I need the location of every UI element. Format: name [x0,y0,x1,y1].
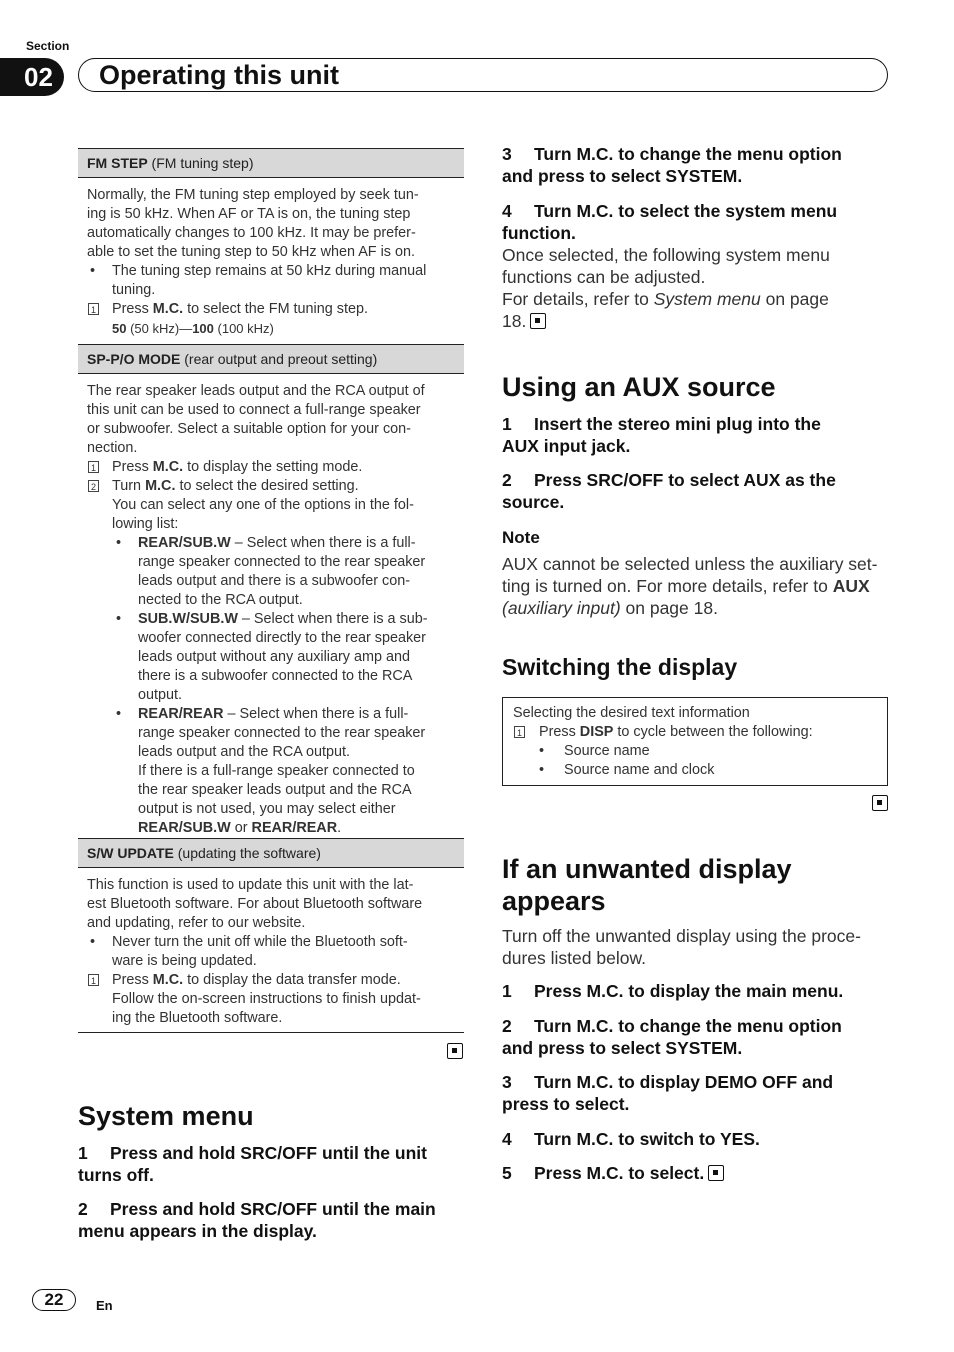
ref-page-line [502,310,888,332]
display-step-1 [513,723,877,742]
step-text: menu appears in the display. [78,1221,317,1241]
spo-text-line: The rear speaker leads output and the RCA output of [87,383,425,399]
fm-step-text-line: ing is 50 kHz. When AF or TA is on, the tuning step [87,206,411,222]
spo-option-line: the rear speaker leads output and the RCA [138,782,412,798]
option-desc: (100 kHz) [213,321,274,336]
step-text: Press M.C. to select. [534,1163,705,1183]
fm-step-bullet-cont: tuning. [112,282,156,298]
sw-text-line: and updating, refer to our website. [87,915,306,931]
instruction-text: Turn [112,478,146,494]
switching-display-title: Switching the display [502,654,738,680]
ref-text: on page [760,289,829,309]
box-title: Selecting the desired text information [513,705,750,721]
step-text: Turn M.C. to display DEMO OFF and [534,1072,834,1092]
title-line: appears [502,886,606,916]
system-menu-step-1 [78,1142,464,1186]
spo-step-2 [87,477,455,496]
spo-text-line: or subwoofer. Select a suitable option for your con- [87,421,411,437]
instruction-text: to select the FM tuning step. [183,301,368,317]
sw-bullet-cont: ware is being updated. [112,953,257,969]
note-text: on page 18. [620,598,718,618]
note-line: AUX cannot be selected unless the auxiliary set- [502,554,878,574]
step-number-box: 1 [88,974,99,986]
unwanted-step-3 [502,1071,888,1115]
option-name: REAR/SUB.W [138,820,231,836]
instruction-text: Press [112,972,153,988]
spo-mode-name: SP-P/O MODE [87,351,181,367]
section-number-badge: 02 [0,58,64,96]
step-number-box: 1 [88,303,99,315]
option-name: REAR/REAR [138,706,224,722]
spo-step-1 [87,458,455,477]
spo-step-2-sub: You can select any one of the options in the fol- [112,497,414,513]
sw-step-sub: Follow the on-screen instructions to finish updat- [112,991,421,1007]
unwanted-display-title [502,853,792,917]
fm-step-name: FM STEP [87,155,148,171]
note-link[interactable]: (auxiliary input) [502,598,621,618]
step-text: turns off. [78,1165,154,1185]
sw-text-line: This function is used to update this unit with the lat- [87,877,414,893]
note-line [502,597,888,619]
spo-text-line: this unit can be used to connect a full-range speaker [87,402,421,418]
spo-mode-desc: (rear output and preout setting) [180,351,378,367]
ref-link[interactable]: System menu [653,289,761,309]
system-menu-body [502,244,888,332]
step-number: 3 [502,144,512,164]
step-text: Turn M.C. to change the menu option [534,144,842,164]
option-desc: – Select when there is a full- [223,706,409,722]
option-desc: or [230,820,252,836]
step-text: Press SRC/OFF to select AUX as the [534,470,836,490]
option-desc: – Select when there is a sub- [237,611,428,627]
fm-step-desc: (FM tuning step) [147,155,254,171]
mc-control-name: M.C. [152,972,184,988]
step-number-box: 1 [514,726,525,738]
spo-mode-heading [78,344,464,374]
end-mark-icon [447,1043,463,1059]
step-number: 2 [502,1016,512,1036]
page-number: 22 [32,1289,76,1311]
step-number: 5 [502,1163,512,1183]
section-label: Section [26,39,70,53]
option-name: REAR/SUB.W [138,535,231,551]
fm-step-options [87,319,455,338]
spo-option-line: nected to the RCA output. [138,592,303,608]
display-option: • Source name and clock [513,761,877,780]
unwanted-step-1 [502,980,888,1002]
step-number: 4 [502,1129,512,1149]
step-text: Turn M.C. to select the system menu [534,201,838,221]
spo-option-subw-subw [87,610,455,629]
option-50: 50 [112,321,127,336]
fm-step-text-line: able to set the tuning step to 50 kHz when AF is on. [87,244,415,260]
aux-title: Using an AUX source [502,372,776,402]
aux-note-body [502,553,888,619]
spo-option-line: output. [138,687,183,703]
body-line: Turn off the unwanted display using the proce- [502,926,861,946]
disp-control-name: DISP [579,724,614,740]
spo-option-line: woofer connected directly to the rear speaker [138,630,426,646]
step-text: press to select. [502,1094,630,1114]
step-number: 2 [502,470,512,490]
step-number: 1 [78,1143,88,1163]
spo-option-line: range speaker connected to the rear speaker [138,725,426,741]
step-number: 3 [502,1072,512,1092]
table-bottom-rule [78,1032,464,1033]
step-number: 4 [502,201,512,221]
mc-control-name: M.C. [145,478,176,494]
note-line [502,575,888,597]
sw-bullet: • Never turn the unit off while the Bluetooth soft- [87,933,455,952]
instruction-text: to display the setting mode. [183,459,363,475]
option-name: SUB.W/SUB.W [138,611,238,627]
fm-step-body [78,186,464,338]
system-menu-step-2 [78,1198,464,1242]
instruction-text: Press [112,301,153,317]
step-number-box: 1 [88,461,99,473]
display-info-box [502,697,888,786]
spo-step-2-sub: lowing list: [112,516,179,532]
aux-step-2 [502,469,888,513]
spo-option-rear-subw [87,534,455,553]
option-desc: . [337,820,342,836]
end-mark-icon [530,313,546,329]
note-bold: AUX [832,576,870,596]
fm-step-heading [78,148,464,178]
body-line: functions can be adjusted. [502,267,706,287]
spo-option-line: range speaker connected to the rear speaker [138,554,426,570]
body-line: dures listed below. [502,948,646,968]
unwanted-step-2 [502,1015,888,1059]
cross-reference [502,288,888,310]
sw-update-body [78,876,464,1028]
end-mark-icon [872,795,888,811]
option-name: REAR/REAR [251,820,338,836]
fm-step-text-line: automatically changes to 100 kHz. It may be prefer- [87,225,416,241]
option-100: 100 [192,321,214,336]
step-text: Press and hold SRC/OFF until the main [110,1199,436,1219]
spo-option-line: there is a subwoofer connected to the RCA [138,668,413,684]
system-menu-step-3 [502,143,888,187]
step-text: Press M.C. to display the main menu. [534,981,844,1001]
sw-step-1 [87,971,455,990]
sw-update-heading [78,838,464,868]
mc-control-name: M.C. [152,301,184,317]
spo-option-line: leads output and there is a subwoofer con- [138,573,410,589]
step-number-box: 2 [88,480,99,492]
spo-option-line: leads output without any auxiliary amp and [138,649,410,665]
sw-update-desc: (updating the software) [173,845,321,861]
body-line: Once selected, the following system menu [502,245,830,265]
instruction-text: to display the data transfer mode. [183,972,401,988]
step-text: Insert the stereo mini plug into the [534,414,821,434]
display-option: • Source name [513,742,877,761]
step-text: and press to select SYSTEM. [502,166,743,186]
language-code: En [96,1298,113,1313]
sw-text-line: est Bluetooth software. For about Bluetooth software [87,896,423,912]
title-line: If an unwanted display [502,854,792,884]
chapter-title: Operating this unit [99,60,339,90]
sw-update-name: S/W UPDATE [87,845,174,861]
instruction-text: Press [112,459,153,475]
step-text: Turn M.C. to switch to YES. [534,1129,760,1149]
step-text: Press and hold SRC/OFF until the unit [110,1143,427,1163]
spo-option-line: leads output and the RCA output. [138,744,351,760]
step-text: AUX input jack. [502,436,631,456]
fm-step-bullet: • The tuning step remains at 50 kHz during manual [87,262,455,281]
option-desc: – Select when there is a full- [230,535,416,551]
system-menu-title: System menu [78,1101,254,1131]
option-desc: (50 kHz)— [126,321,193,336]
aux-step-1 [502,413,888,457]
ref-page: 18. [502,311,527,331]
step-number: 1 [502,981,512,1001]
step-number: 2 [78,1199,88,1219]
unwanted-step-5 [502,1162,888,1184]
unwanted-step-4 [502,1128,888,1150]
system-menu-step-4 [502,200,888,244]
end-mark-icon [708,1165,724,1181]
note-text: ting is turned on. For more details, refer to [502,576,833,596]
step-text: and press to select SYSTEM. [502,1038,743,1058]
instruction-text: to cycle between the following: [613,724,813,740]
spo-option-line [87,819,455,838]
instruction-text: to select the desired setting. [175,478,359,494]
spo-option-line: If there is a full-range speaker connected to [138,763,415,779]
note-heading: Note [502,528,540,547]
ref-text: For details, refer to [502,289,654,309]
step-text: Turn M.C. to change the menu option [534,1016,842,1036]
spo-option-line: output is not used, you may select either [138,801,396,817]
spo-option-rear-rear [87,705,455,724]
spo-mode-body [78,382,464,838]
unwanted-intro [502,925,888,969]
step-number: 1 [502,414,512,434]
step-text: source. [502,492,565,512]
step-text: function. [502,223,576,243]
fm-step-text-line: Normally, the FM tuning step employed by seek tun- [87,187,419,203]
spo-text-line: nection. [87,440,138,456]
chapter-header-bar [78,58,888,92]
mc-control-name: M.C. [152,459,184,475]
fm-step-instruction [87,300,455,319]
instruction-text: Press [539,724,580,740]
sw-step-sub: ing the Bluetooth software. [112,1010,283,1026]
